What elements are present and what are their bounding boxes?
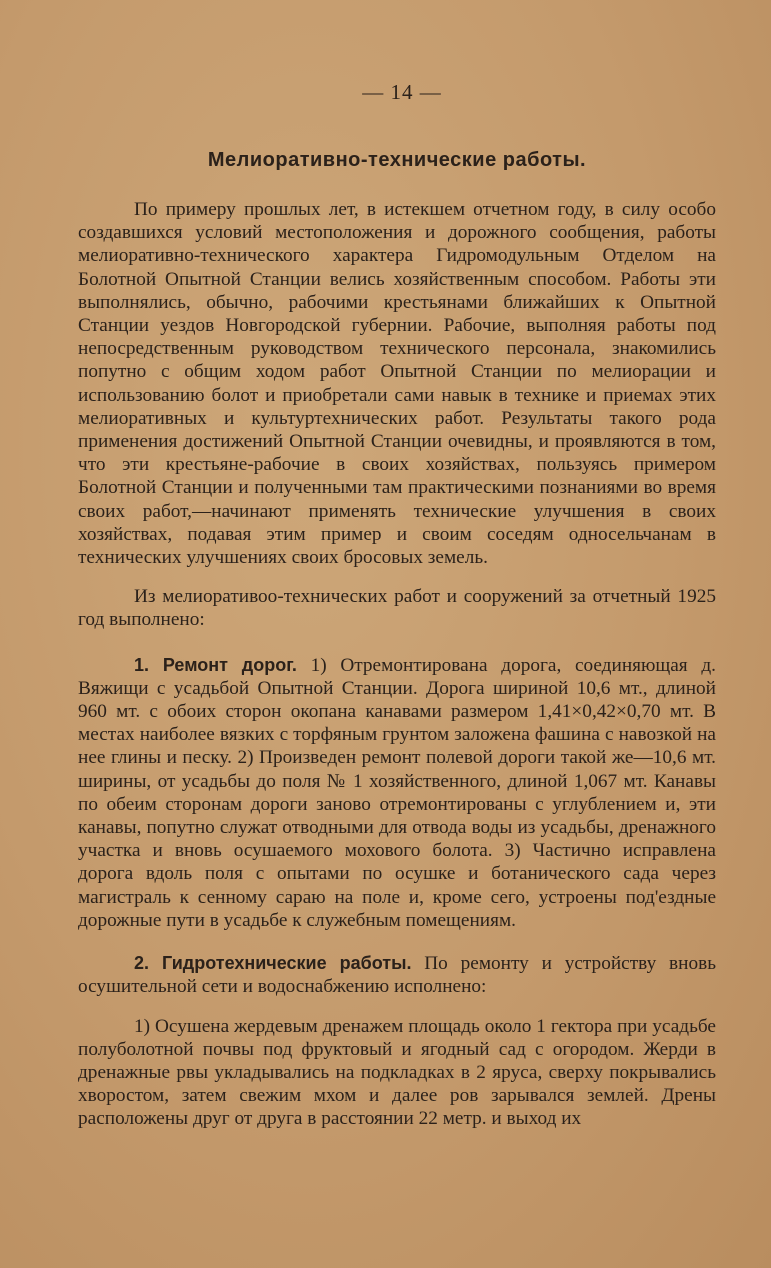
section-hydro-works-text: По ремонту и устройству вновь осушительной сети и водоснабжению исполнено: [78, 953, 716, 998]
summary-paragraph: Из мелиоративоо-технических работ и сооружений за отчетный 1925 год выполнено: [78, 586, 716, 631]
intro-paragraph: По примеру прошлых лет, в истекшем отчетном году, в силу особо создавшихся условий местоположения и дорожного сообщения, работы мелиоративно-технического характера Гидромодульным Отделом на Болотной Опытной Станции велись хозяйственным способом. Работы эти выполнялись, обычно, рабочими крестьянами ближайших к Опытной Станции уездов Новгородской губернии. Рабочие, выполняя работы под непосредственным руководством технического персонала, знакомились попутно с общим ходом работ Опытной Станции по мелиорации и использованию болот и приобретали сами навык в технике и приемах этих мелиоративных и культуртехнических работ. Результаты такого рода применения достижений Опытной Станции очевидны, и проявляются в том, что эти крестьяне-рабочие в своих хозяйствах, пользуясь примером Болотной Станции и полученными там практическими познаниями во время своих работ,—начинают применять технические улучшения в своих хозяйствах, подавая этим пример и своим соседям односельчанам в технических улучшениях своих бросовых земель. [78, 199, 716, 569]
section-road-repair-text: 1) Отремонтирована дорога, соединяющая д. Вяжищи с усадьбой Опытной Станции. Дорога шириной 10,6 мт., длиной 960 мт. с обоих сторон окопана канавами размером 1,41×0,42×0,70 мт. В местах наиболее вязких с торфяным грунтом заложена фашина с навозкой на нее глины и песку. 2) Произведен ремонт полевой дороги такой же—10,6 мт. ширины, от усадьбы до поля № 1 хозяйственного, длиной 1,067 мт. Канавы по обеим сторонам дороги заново отремонтированы с углублением и, эти канавы, попутно служат отводными для отвода воды из усадьбы, дренажного участка и вновь осушаемого мохового болота. 3) Частично исправлена дорога вдоль поля с опытами по осушке и ботанического сада через магистраль к сенному сараю на поле и, кроме сего, устроены под'ездные дорожные пути в усадьбе к служебным помещениям. [78, 654, 716, 931]
drainage-item-paragraph: 1) Осушена жердевым дренажем площадь около 1 гектора при усадьбе полуболотной почвы под фруктовый и ягодный сад с огородом. Жерди в дренажные рвы укладывались на подкладках в 2 яруса, сверху покрывались хворостом, затем свежим мхом и далее ров зарывался землей. Дрены расположены друг от друга в расстоянии 22 метр. и выход их [78, 1015, 716, 1130]
document-page [78, 80, 716, 1131]
page-number: — 14 — [362, 80, 442, 104]
section-hydro-works [78, 952, 716, 998]
section-hydro-works-heading: 2. Гидротехнические работы. [134, 953, 412, 974]
section-road-repair-heading: 1. Ремонт дорог. [134, 654, 297, 675]
section-road-repair [78, 654, 716, 932]
section-title: Мелиоративно-технические работы. [207, 149, 587, 171]
